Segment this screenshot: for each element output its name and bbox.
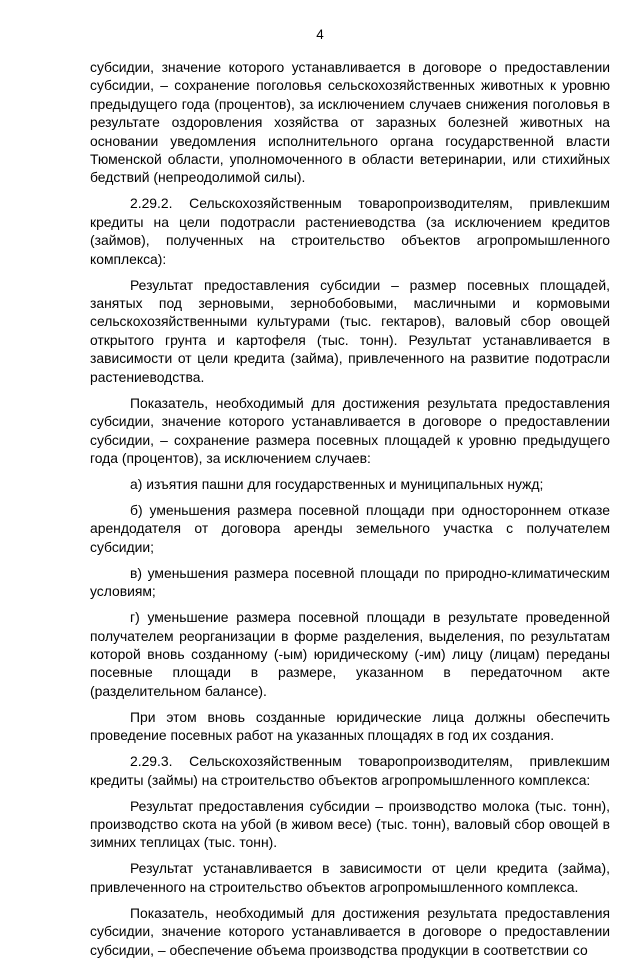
list-item-a: а) изъятия пашни для государственных и муниципальных нужд; [130, 475, 544, 492]
paragraph-result-crops: Результат предоставления субсидии – размер посевных площадей, занятых под зерновыми, зернобобовыми, масличными и кормовыми сельскохозяйственными культурами (тыс. гектаров), валовый сбор овощей открытого грунта и картофеля (тыс. тонн). Результат устанавливается в зависимости от цели кредита (займа), привлеченного на развитие подотрасли растениеводства. [90, 276, 610, 385]
list-item-g: г) уменьшение размера посевной площади в результате проведенной получателем реорганизации в форме разделения, выделения, по результатам которой вновь созданному (-ым) юридическому (-им) лицу (лицам) переданы посевные площади в размере, указанном в передаточном акте (разделительном балансе). [90, 609, 610, 699]
paragraph-continuation: субсидии, значение которого устанавливается в договоре о предоставлении субсидии, – сохранение поголовья сельскохозяйственных животных к уровню предыдущего года (процентов), за исключением случаев снижения поголовья в результате оздоровления хозяйства от заразных болезней животных на основании уведомления исполнительного органа государственной власти Тюменской области, уполномоченного в области ветеринарии, или стихийных бедствий (непреодолимой силы). [90, 59, 610, 186]
paragraph-2-29-2: 2.29.2. Сельскохозяйственным товаропроизводителям, привлекшим кредиты на цели подотрасли растениеводства (за исключением кредитов (займов), полученных на строительство объектов агропромышленного комплекса): [90, 195, 610, 267]
paragraph-2-29-3: 2.29.3. Сельскохозяйственным товаропроизводителям, привлекшим кредиты (займы) на строительство объектов агропромышленного комплекса: [90, 753, 610, 788]
list-item-b: б) уменьшения размера посевной площади при одностороннем отказе арендодателя от договора аренды земельного участка с получателем субсидии; [90, 501, 610, 555]
page-number: 4 [316, 27, 324, 42]
list-item-v: в) уменьшения размера посевной площади по природно-климатическим условиям; [90, 564, 610, 600]
paragraph-result-dependency: Результат устанавливается в зависимости от цели кредита (займа), привлеченного на строительство объектов агропромышленного комплекса. [90, 860, 610, 895]
paragraph-result-construction: Результат предоставления субсидии – производство молока (тыс. тонн), производство скота на убой (в живом весе) (тыс. тонн), валовый сбор овощей в зимних теплицах (тыс. тонн). [90, 797, 610, 851]
paragraph-indicator-construction: Показатель, необходимый для достижения результата предоставления субсидии, значение которого устанавливается в договоре о предоставлении субсидии, – обеспечение объема производства продукции в соответствии со [90, 904, 610, 958]
document-body [90, 58, 610, 967]
paragraph-new-entities: При этом вновь созданные юридические лица должны обеспечить проведение посевных работ на указанных площадях в год их создания. [90, 708, 610, 744]
paragraph-indicator-crops: Показатель, необходимый для достижения результата предоставления субсидии, значение которого устанавливается в договоре о предоставлении субсидии, – сохранение размера посевных площадей к уровню предыдущего года (процентов), за исключением случаев: [90, 394, 610, 466]
